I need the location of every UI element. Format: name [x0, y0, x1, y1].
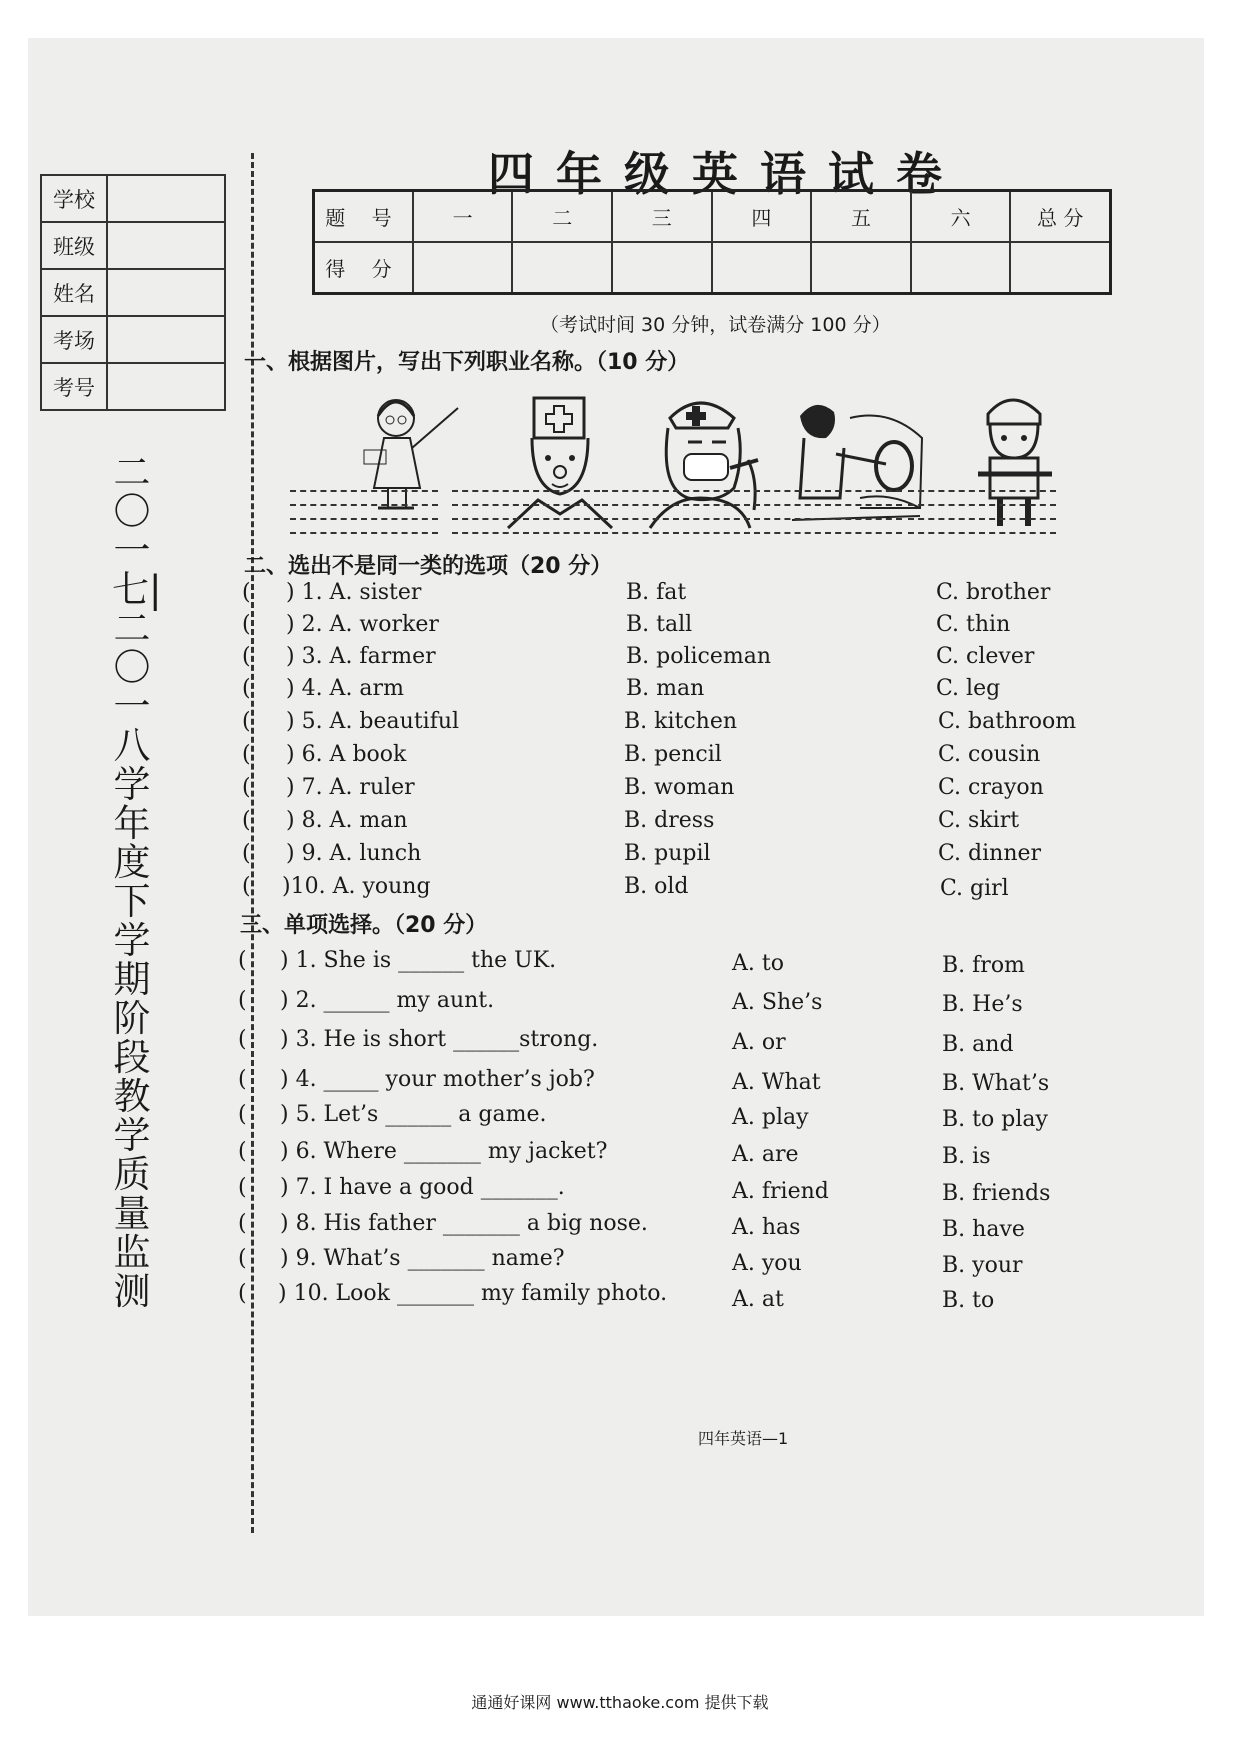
- s3-question: ) 6. Where _______ my jacket?: [280, 1139, 608, 1164]
- answer-line[interactable]: [452, 504, 600, 506]
- s3-option-b: B. He’s: [942, 992, 1023, 1017]
- s2-question: ) 5. A. beautiful: [286, 709, 460, 734]
- s2-question: ) 4. A. arm: [286, 676, 404, 701]
- section2-heading: 二、选出不是同一类的选项（20 分）: [244, 554, 613, 579]
- s2-option-c: C. crayon: [938, 775, 1044, 800]
- s2-option-b: B. policeman: [626, 644, 772, 669]
- answer-line[interactable]: [602, 504, 750, 506]
- s3-option-a: A. are: [732, 1142, 799, 1167]
- info-row-school: [42, 176, 224, 223]
- paren-open: (: [238, 948, 247, 973]
- s3-question: ) 4. _____ your mother’s job?: [280, 1067, 595, 1092]
- answer-line[interactable]: [754, 532, 902, 534]
- score-input[interactable]: [612, 242, 712, 294]
- paren-open: (: [238, 1211, 247, 1236]
- s3-option-a: A. you: [732, 1251, 802, 1276]
- score-table: [312, 189, 1112, 295]
- score-input[interactable]: [1010, 242, 1110, 294]
- class-field[interactable]: [108, 223, 224, 268]
- score-cell: 题 号: [314, 191, 413, 243]
- answer-line[interactable]: [290, 518, 438, 520]
- paren-open: (: [242, 709, 251, 734]
- answer-line[interactable]: [290, 504, 438, 506]
- s2-option-c: C. leg: [936, 676, 1001, 701]
- info-row-number: [42, 364, 224, 409]
- s2-option-c: C. brother: [936, 580, 1051, 605]
- score-cell: 一: [413, 191, 513, 243]
- info-label: 姓名: [42, 270, 108, 315]
- s3-question: ) 9. What’s _______ name?: [280, 1246, 565, 1271]
- s2-option-c: C. thin: [936, 612, 1011, 637]
- s2-option-b: B. old: [624, 874, 689, 899]
- s3-option-b: B. What’s: [942, 1071, 1050, 1096]
- info-label: 考号: [42, 364, 108, 409]
- answer-line[interactable]: [908, 532, 1056, 534]
- info-row-name: [42, 270, 224, 317]
- s3-question: ) 3. He is short ______strong.: [280, 1027, 599, 1052]
- teacher-icon: [354, 388, 494, 538]
- section1-heading: 一、根据图片，写出下列职业名称。（10 分）: [244, 350, 690, 375]
- s2-option-b: B. tall: [626, 612, 693, 637]
- score-cell: 四: [712, 191, 812, 243]
- s3-question: ) 8. His father _______ a big nose.: [280, 1211, 648, 1236]
- s2-option-b: B. pupil: [624, 841, 711, 866]
- s2-option-c: C. skirt: [938, 808, 1020, 833]
- score-input[interactable]: [712, 242, 812, 294]
- answer-line[interactable]: [908, 504, 1056, 506]
- paren-open: (: [242, 808, 251, 833]
- room-field[interactable]: [108, 317, 224, 362]
- s3-question: ) 10. Look _______ my family photo.: [278, 1281, 668, 1306]
- answer-line[interactable]: [452, 518, 600, 520]
- page-number: 四年英语—1: [698, 1429, 789, 1448]
- s3-question: ) 2. ______ my aunt.: [280, 988, 495, 1013]
- s2-option-c: C. bathroom: [938, 709, 1077, 734]
- nurse-icon: [640, 388, 780, 538]
- section3-heading: 三、单项选择。（20 分）: [240, 913, 488, 938]
- s3-option-b: B. is: [942, 1144, 991, 1169]
- answer-line[interactable]: [908, 518, 1056, 520]
- answer-line[interactable]: [754, 504, 902, 506]
- s3-option-b: B. have: [942, 1217, 1025, 1242]
- answer-line[interactable]: [290, 490, 438, 492]
- info-label: 学校: [42, 176, 108, 221]
- paren-open: (: [238, 1102, 247, 1127]
- paren-open: (: [242, 742, 251, 767]
- paren-open: (: [238, 1067, 247, 1092]
- s3-question: ) 7. I have a good _______.: [280, 1175, 565, 1200]
- answer-line[interactable]: [602, 532, 750, 534]
- driver-icon: [790, 388, 930, 538]
- s3-question: ) 1. She is ______ the UK.: [280, 948, 557, 973]
- s2-option-c: C. cousin: [938, 742, 1041, 767]
- paren-open: (: [238, 1027, 247, 1052]
- paren-open: (: [238, 1246, 247, 1271]
- s3-option-a: A. has: [732, 1215, 801, 1240]
- score-input[interactable]: [512, 242, 612, 294]
- score-cell: 六: [911, 191, 1011, 243]
- s2-option-b: B. woman: [624, 775, 735, 800]
- police-icon: [948, 388, 1088, 538]
- school-field[interactable]: [108, 176, 224, 221]
- s3-option-a: A. at: [732, 1287, 784, 1312]
- s2-option-c: C. girl: [940, 876, 1009, 901]
- s3-option-b: B. to: [942, 1288, 995, 1313]
- doctor-icon: [498, 388, 638, 538]
- s2-option-b: B. fat: [626, 580, 687, 605]
- info-label: 考场: [42, 317, 108, 362]
- answer-line[interactable]: [754, 490, 902, 492]
- s2-question: )10. A. young: [282, 874, 431, 899]
- s3-question: ) 5. Let’s ______ a game.: [280, 1102, 547, 1127]
- paren-open: (: [242, 644, 251, 669]
- s2-question: ) 2. A. worker: [286, 612, 439, 637]
- s3-option-b: B. to play: [942, 1107, 1048, 1132]
- score-label: 得 分: [314, 242, 413, 294]
- s3-option-b: B. from: [942, 953, 1025, 978]
- s2-question: ) 3. A. farmer: [286, 644, 436, 669]
- paren-open: (: [242, 676, 251, 701]
- s2-question: ) 8. A. man: [286, 808, 408, 833]
- vertical-term-title: 二〇一七|二〇一八学年度下学期阶段教学质量监测: [112, 451, 162, 1313]
- s2-question: ) 9. A. lunch: [286, 841, 422, 866]
- score-value-row: [314, 242, 1111, 294]
- paren-open: (: [242, 775, 251, 800]
- score-cell: 五: [811, 191, 911, 243]
- paren-open: (: [242, 874, 251, 899]
- s3-option-b: B. and: [942, 1032, 1014, 1057]
- s2-question: ) 7. A. ruler: [286, 775, 415, 800]
- score-input[interactable]: [811, 242, 911, 294]
- paren-open: (: [238, 988, 247, 1013]
- exam-sheet: [28, 38, 1204, 1616]
- s2-option-b: B. kitchen: [624, 709, 738, 734]
- s2-question: ) 1. A. sister: [286, 580, 422, 605]
- number-field[interactable]: [108, 364, 224, 409]
- job-pictures: [318, 388, 1098, 538]
- s2-option-b: B. dress: [624, 808, 715, 833]
- s2-option-b: B. man: [626, 676, 705, 701]
- s2-question: ) 6. A book: [286, 742, 407, 767]
- info-row-room: [42, 317, 224, 364]
- s3-option-a: A. to: [732, 951, 784, 976]
- page-title: 四年级英语试卷: [488, 147, 964, 201]
- paren-open: (: [242, 841, 251, 866]
- student-info-box: [40, 174, 226, 411]
- s3-option-a: A. play: [732, 1105, 809, 1130]
- paren-open: (: [242, 612, 251, 637]
- score-input[interactable]: [413, 242, 513, 294]
- answer-line[interactable]: [908, 490, 1056, 492]
- paren-open: (: [238, 1139, 247, 1164]
- s3-option-b: B. friends: [942, 1181, 1051, 1206]
- info-label: 班级: [42, 223, 108, 268]
- exam-note: （考试时间 30 分钟，试卷满分 100 分）: [540, 314, 891, 336]
- paren-open: (: [238, 1175, 247, 1200]
- s3-option-a: A. She’s: [732, 990, 823, 1015]
- s2-option-c: C. clever: [936, 644, 1035, 669]
- answer-line[interactable]: [602, 518, 750, 520]
- answer-line[interactable]: [290, 532, 438, 534]
- download-credit: 通通好课网 www.tthaoke.com 提供下载: [471, 1693, 769, 1712]
- s2-option-c: C. dinner: [938, 841, 1042, 866]
- score-cell: 总 分: [1010, 191, 1110, 243]
- score-cell: 三: [612, 191, 712, 243]
- s3-option-b: B. your: [942, 1253, 1023, 1278]
- s3-option-a: A. friend: [732, 1179, 829, 1204]
- s2-option-b: B. pencil: [624, 742, 722, 767]
- score-cell: 二: [512, 191, 612, 243]
- answer-line[interactable]: [452, 490, 600, 492]
- info-row-class: [42, 223, 224, 270]
- answer-line[interactable]: [754, 518, 902, 520]
- paren-open: (: [238, 1281, 247, 1306]
- answer-line[interactable]: [452, 532, 600, 534]
- s3-option-a: A. or: [732, 1030, 786, 1055]
- score-input[interactable]: [911, 242, 1011, 294]
- score-header-row: [314, 191, 1111, 243]
- name-field[interactable]: [108, 270, 224, 315]
- s3-option-a: A. What: [732, 1070, 821, 1095]
- paren-open: (: [242, 580, 251, 605]
- answer-line[interactable]: [602, 490, 750, 492]
